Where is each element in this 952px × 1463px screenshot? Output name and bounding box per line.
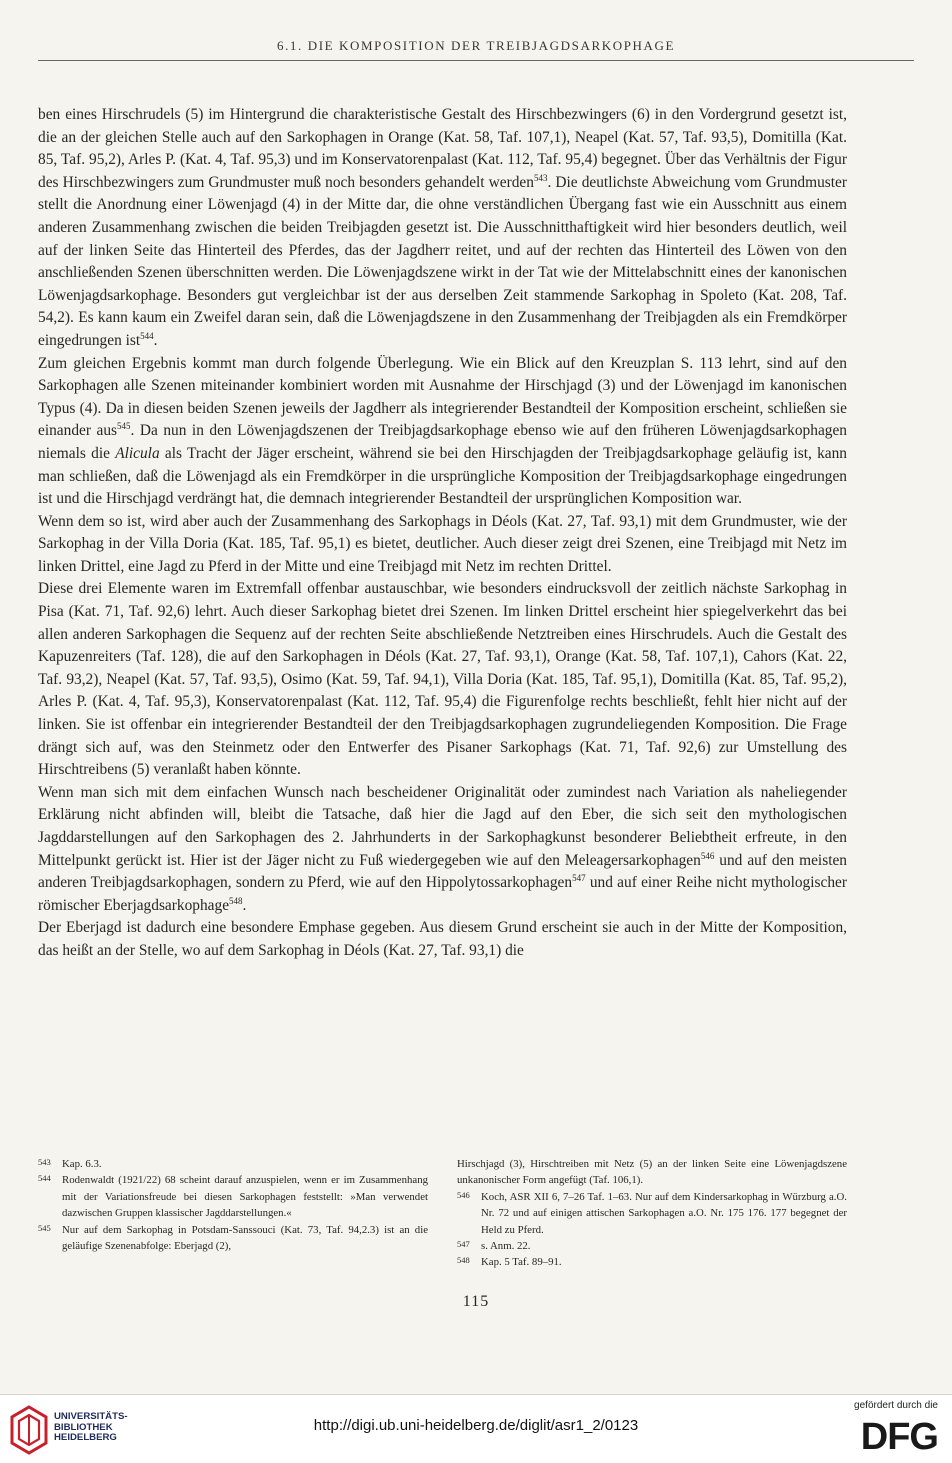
dfg-logo: DFG <box>860 1416 938 1458</box>
body-paragraph <box>38 353 847 511</box>
footnote-reference[interactable]: 547 <box>572 873 586 884</box>
text-run: als Tracht der Jäger erscheint, während sie bei den Hirschjagden der Treibjagdsarkophage geläufig ist, kann man schließen, daß die Löwenjagd als ein Fremdkörper in die ursprüngliche Komposition der Treibjagdsarkophage eingedrungen ist und die Hirschjagd verdrängt hat, die demnach integrierender Bestandteil der ursprünglichen Komposition war. <box>38 444 847 508</box>
footnote-text: s. Anm. 22. <box>481 1240 531 1253</box>
text-run: Der Eberjagd ist dadurch eine besondere Emphase gegeben. Aus diesem Grund erscheint sie auch in der Mitte der Komposition, das heißt an der Stelle, wo auf dem Sarkophag in Déols (Kat. 27, Taf. 93,1) die <box>38 919 847 959</box>
institution-line: BIBLIOTHEK <box>54 1421 113 1433</box>
text-run: . <box>153 331 158 349</box>
footnote-number: 545 <box>38 1222 51 1233</box>
body-paragraph <box>38 511 847 579</box>
body-paragraph <box>38 782 847 918</box>
text-run: . Die deutlichste Abweichung vom Grundmuster stellt die Anordnung einer Löwenjagd (4) in der Mitte dar, die ohne verständlichen Übergang fast wie ein Ausschnitt aus einem anderen Zusammenhang zwischen die beiden Treibjagden gesetzt ist. Die Ausschnitthaftigkeit wird hier besonders deutlich, weil auf der linken Seite das Hinterteil des Pferdes, das der Jagdherr reitet, und auf der rechten das Hinterteil des Löwen von den anschließenden Szenen überschnitten werden. Die Löwenjagdszene wirkt in der Tat wie der Mittelabschnitt eines der kanonischen Löwenjagdsarkophage. Besonders gut vergleichbar ist der aus derselben Zeit stammende Sarkophag in Spoleto (Kat. 208, Taf. 54,2). Es kann kaum ein Zweifel daran sein, daß die Löwenjagdszene in den Zusammenhang der Treibjagden als ein Fremdkörper eingedrungen ist <box>38 173 847 349</box>
footnotes-left-column <box>38 1156 428 1271</box>
footnote-text: Nur auf dem Sarkophag in Potsdam-Sanssouci (Kat. 73, Taf. 94,2.3) ist an die geläufige Szenenabfolge: Eberjagd (2), <box>62 1223 428 1253</box>
footnote-reference[interactable]: 548 <box>229 895 243 906</box>
text-run: . Da nun in den Löwenjagdszenen der Treibjagdsarkophage ebenso wie auf den früheren Löwenjagdsarkophagen niemals die <box>38 422 847 462</box>
footnote-text: Kap. 6.3. <box>62 1158 102 1170</box>
body-paragraph <box>38 104 847 353</box>
body-paragraph <box>38 917 847 962</box>
footnote <box>38 1222 428 1255</box>
footnote-reference[interactable]: 546 <box>700 850 715 861</box>
institution-line: HEIDELBERG <box>54 1432 117 1444</box>
text-run: und auf den meisten anderen Treibjagdsarkophagen, sondern zu Pferd, wie auf den Hippolytossarkophagen <box>38 851 847 892</box>
digitization-footer <box>0 1394 952 1463</box>
footnote-number: 543 <box>38 1157 51 1167</box>
text-run: Wenn man sich mit dem einfachen Wunsch nach bescheidener Originalität oder zumindest nach Variation als naheliegender Erklärung nicht abfinden will, bleibt die Tatsache, daß hier die Jagd auf den Eber, die sich seit den mythologischen Jagddarstellungen auf den Sarkophagen des 2. Jahrhunderts in der Sarkophagkunst besonderer Beliebtheit erfreute, in den Mittelpunkt gerückt ist. Hier ist der Jäger nicht zu Fuß wiedergegeben wie auf den Meleagersarkophagen <box>38 783 847 869</box>
footnote-reference[interactable]: 543 <box>533 172 548 183</box>
footnotes <box>38 1156 847 1271</box>
permalink-url[interactable]: http://digi.ub.uni-heidelberg.de/diglit/asr1_2/0123 <box>313 1417 639 1434</box>
text-run: Wenn dem so ist, wird aber auch der Zusammenhang des Sarkophags in Déols (Kat. 27, Taf. 93,1) mit dem Grundmuster, wie der Sarkophag in der Villa Doria (Kat. 185, Taf. 95,1) es bietet, deutlicher. Auch dieser zeigt drei Szenen, eine Treibjagd mit Netz im linken Drittel, eine Jagd zu Pferd in der Mitte und eine Treibjagd mit Netz im rechten Drittel. <box>38 512 847 575</box>
footnote <box>457 1189 847 1238</box>
footnote-continuation: Hirschjagd (3), Hirschtreiben mit Netz (5) an der linken Seite eine Löwenjagdszene unkanonischer Form angefügt (Taf. 106,1). <box>457 1158 847 1187</box>
text-run: Diese drei Elemente waren im Extremfall offenbar austauschbar, wie besonders eindrucksvoll der zeitlich nächste Sarkophag in Pisa (Kat. 71, Taf. 92,6) lehrt. Auch dieser Sarkophag bietet drei Szenen. Im linken Drittel erscheint hier spiegelverkehrt das bei allen anderen Sarkophagen die Sequenz auf der rechten Seite abschließende Netztreiben eines Hirschrudels. Auch die Gestalt des Kapuzenreiters (Taf. 128), die auf den Sarkophagen in Déols (Kat. 27, Taf. 93,1), Orange (Kat. 58, Taf. 107,1), Cahors (Kat. 22, Taf. 93,2), Neapel (Kat. 57, Taf. 93,5), Osimo (Kat. 59, Taf. 94,1), Villa Doria (Kat. 185, Taf. 95,1), Domitilla (Kat. 85, Taf. 95,2), Arles P. (Kat. 4, Taf. 95,3), Konservatorenpalast (Kat. 112, Taf. 95,4) die Figurenfolge rechts beschließt, fehlt hier nicht auf der linken. Sie ist offenbar ein integrierender Bestandteil der den Treibjagdsarkophagen zugrundeliegenden Komposition. Die Frage drängt sich auf, was den Steinmetz oder den Entwerfer des Pisaner Sarkophags (Kat. 71, Taf. 92,6) zur Umstellung des Hirschtreibens (5) veranlaßt haben könnte. <box>38 580 847 779</box>
footnote-number: 547 <box>457 1239 470 1250</box>
header-rule <box>38 60 914 61</box>
institution-line: UNIVERSITÄTS- <box>54 1411 128 1422</box>
footnote-reference[interactable]: 545 <box>117 421 131 432</box>
footnote-reference[interactable]: 544 <box>140 330 154 341</box>
text-run: . <box>242 896 247 914</box>
italic-term: Alicula <box>115 444 160 462</box>
footnote-text: Koch, ASR XII 6, 7–26 Taf. 1–63. Nur auf dem Kindersarkophag in Würzburg a.O. Nr. 72 und auf einigen attischen Sarkophagen a.O. Nr. 175 176. 177 begegnet der Held zu Pferd. <box>481 1190 847 1236</box>
footnote-number: 546 <box>457 1189 470 1200</box>
footnote-text: Rodenwaldt (1921/22) 68 scheint darauf anzuspielen, wenn er im Zusammenhang mit der Variationsfreude bei diesen Sarkophagen feststellt: »Man verwendet dazwischen Gruppen klassischer Jagddarstellungen.« <box>62 1174 428 1220</box>
body-paragraph <box>38 578 847 781</box>
running-header: 6.1. DIE KOMPOSITION DER TREIBJAGDSARKOPHAGE <box>276 38 676 53</box>
footnotes-right-column <box>457 1156 847 1271</box>
footnote <box>38 1172 428 1221</box>
footnote-number: 548 <box>457 1255 470 1266</box>
body-text <box>38 104 847 963</box>
footnote-text: Kap. 5 Taf. 89–91. <box>481 1256 562 1269</box>
footnote <box>38 1156 428 1172</box>
funder-caption: gefördert durch die <box>854 1400 938 1411</box>
text-run: ben eines Hirschrudels (5) im Hintergrund die charakteristische Gestalt des Hirschbezwingers (6) in den Vordergrund gesetzt ist, die an der gleichen Stelle auch auf den Sarkophagen in Orange (Kat. 58, Taf. 107,1), Neapel (Kat. 57, Taf. 93,5), Domitilla (Kat. 85, Taf. 95,2), Arles P. (Kat. 4, Taf. 95,3) und im Konservatorenpalast (Kat. 112, Taf. 95,4) begegnet. Über das Verhältnis der Figur des Hirschbezwingers zum Grundmuster muß noch besonders gehandelt werden <box>38 106 847 191</box>
footnote-number: 544 <box>38 1173 51 1184</box>
footnote <box>457 1254 847 1270</box>
text-run: und auf einer Reihe nicht mythologischer römischer Eberjagdsarkophage <box>38 874 847 914</box>
page-number: 115 <box>462 1293 490 1310</box>
text-run: Zum gleichen Ergebnis kommt man durch folgende Überlegung. Wie ein Blick auf den Kreuzplan S. 113 lehrt, sind auf den Sarkophagen alle Szenen miteinander kombiniert worden mit Ausnahme der Hirschjagd (3) und der Löwenjagd im kanonischen Typus (4). Da in diesen beiden Szenen jeweils der Jagdherr als integrierender Bestandteil der Komposition erscheint, schließen sie einander aus <box>38 354 847 440</box>
footnote <box>457 1238 847 1254</box>
